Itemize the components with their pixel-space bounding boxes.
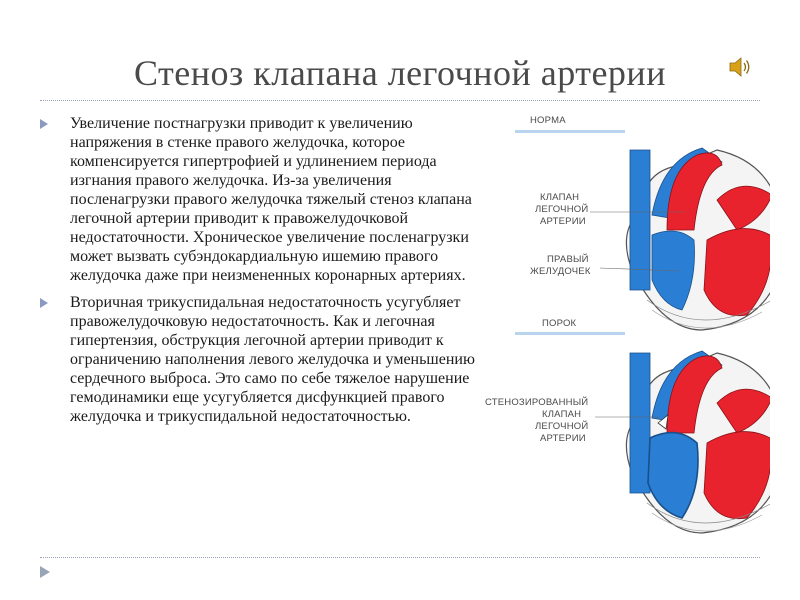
header-bar	[515, 130, 625, 133]
triangle-bullet-icon	[40, 119, 48, 129]
heart-diagram-normal	[515, 115, 770, 330]
nav-arrow-icon[interactable]	[39, 565, 51, 579]
slide-title: Стеноз клапана легочной артерии	[134, 53, 666, 93]
label-ventricle: ЖЕЛУДОЧЕК	[530, 266, 591, 277]
bullet-text: Вторичная трикуспидальная недостаточность усугубляет правожелудочковую недостаточность. Как и легочная гипертензия, обструкция легочной артерии приводит к ограничению наполнения левого желудочка и уменьшению сердечного выброса. Это само по себе тяжелое нарушение гемодинамики еще усугубляется дисфункцией правого желудочка и трикуспидальной недостаточностью.	[70, 294, 475, 425]
bullet-text: Увеличение постнагрузки приводит к увеличению напряжения в стенке правого желудочка, которое компенсируется гипертрофией и удлинением периода изгнания правого желудочка. Из-за увеличения посленагрузки правого желудочка тяжелый стеноз клапана легочной артерии приводит к правожелудочковой недостаточности. Хроническое увеличение посленагрузки может вызвать субэндокардиальную ишемию правого желудочка даже при неизмененных коронарных артериях.	[70, 115, 472, 284]
title-divider	[40, 100, 760, 101]
label-stenosed-valve: АРТЕРИИ	[540, 433, 586, 444]
heart-diagram-defect	[485, 318, 770, 533]
label-valve: ЛЕГОЧНОЙ	[535, 204, 589, 215]
header-normal: НОРМА	[530, 115, 566, 126]
label-valve: АРТЕРИИ	[540, 216, 586, 227]
label-ventricle: ПРАВЫЙ	[547, 254, 589, 265]
speaker-icon[interactable]	[727, 54, 753, 80]
label-stenosed-valve: КЛАПАН	[542, 409, 582, 420]
label-stenosed-valve: ЛЕГОЧНОЙ	[535, 421, 589, 432]
heart-illustration	[470, 108, 770, 568]
bullet-list	[40, 114, 480, 434]
label-valve: КЛАПАН	[540, 192, 580, 203]
header-bar	[515, 332, 625, 335]
bullet-item	[40, 114, 480, 285]
triangle-bullet-icon	[40, 298, 48, 308]
footer-divider	[40, 557, 760, 558]
bullet-item	[40, 293, 480, 426]
label-stenosed-valve: СТЕНОЗИРОВАННЫЙ	[485, 397, 589, 408]
header-defect: ПОРОК	[542, 318, 577, 329]
